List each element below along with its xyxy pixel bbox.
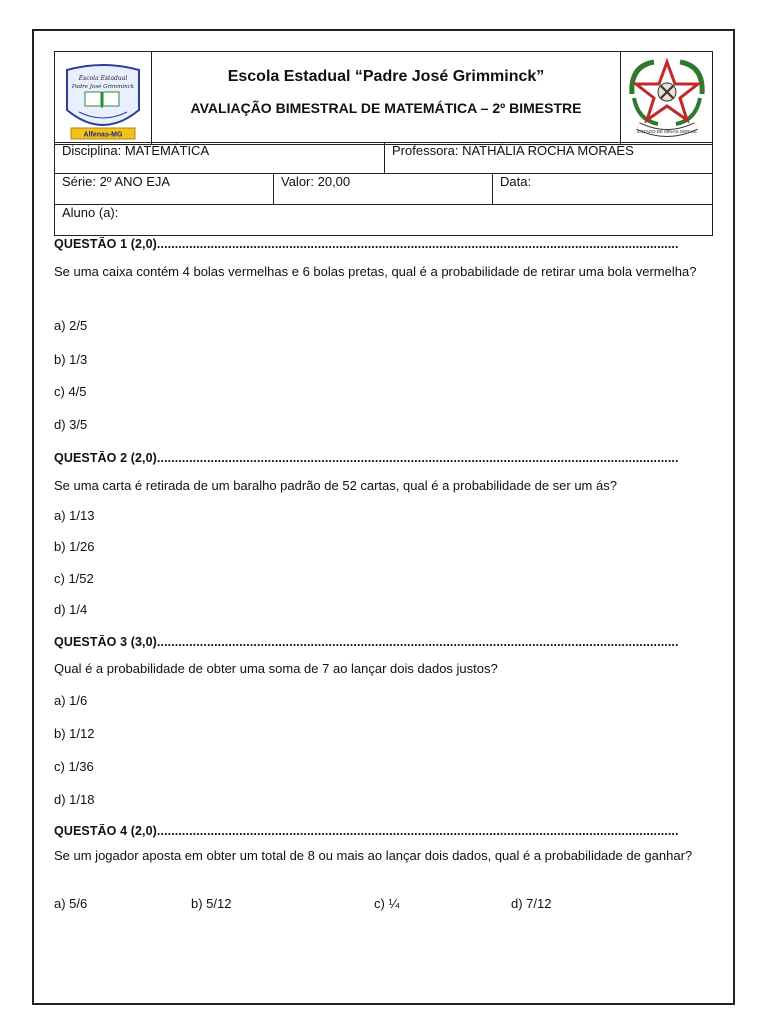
svg-text:Alfenas-MG: Alfenas-MG	[83, 131, 123, 139]
question-2-heading: QUESTÃO 2 (2,0)..................................................................................................................................................	[54, 451, 679, 465]
data-cell[interactable]	[493, 174, 713, 205]
exam-title: AVALIAÇÃO BIMESTRAL DE MATEMÁTICA – 2º BIMESTRE	[190, 100, 582, 116]
data-label: Data:	[500, 174, 532, 189]
question-1-text: Se uma caixa contém 4 bolas vermelhas e 6 bolas pretas, qual é a probabilidade de retirar uma bola vermelha?	[54, 264, 697, 279]
question-2-option-d[interactable]: d) 1/4	[54, 602, 88, 617]
question-1-option-a[interactable]: a) 2/5	[54, 318, 88, 333]
question-2-text: Se uma carta é retirada de um baralho padrão de 52 cartas, qual é a probabilidade de ser um ás?	[54, 478, 617, 493]
info-row-3	[54, 204, 713, 236]
question-2-option-b[interactable]: b) 1/26	[54, 539, 95, 554]
header-table	[54, 51, 713, 145]
question-4-option-a[interactable]: a) 5/6	[54, 896, 88, 911]
question-1-option-c[interactable]: c) 4/5	[54, 384, 87, 399]
question-1-heading: QUESTÃO 1 (2,0)..................................................................................................................................................	[54, 237, 679, 251]
question-2-option-a[interactable]: a) 1/13	[54, 508, 95, 523]
serie-cell	[55, 174, 274, 205]
question-4-option-c[interactable]: c) ¼	[374, 896, 400, 911]
question-3-option-c[interactable]: c) 1/36	[54, 759, 94, 774]
state-crest	[624, 54, 710, 140]
disciplina-label: Disciplina: MATEMÁTICA	[62, 143, 210, 158]
question-3-option-a[interactable]: a) 1/6	[54, 693, 88, 708]
title-cell	[152, 52, 621, 145]
serie-label: Série: 2º ANO EJA	[62, 174, 171, 189]
school-name: Escola Estadual “Padre José Grimminck”	[227, 68, 545, 85]
question-1-option-b[interactable]: b) 1/3	[54, 352, 88, 367]
professora-label: Professora: NATHÁLIA ROCHA MORAES	[392, 143, 634, 158]
question-4-heading: QUESTÃO 4 (2,0)..................................................................................................................................................	[54, 824, 679, 838]
info-row-1	[54, 142, 713, 174]
school-logo-cell	[55, 52, 152, 145]
svg-text:Escola Estadual: Escola Estadual	[78, 75, 128, 82]
question-4-text: Se um jogador aposta em obter um total de 8 ou mais ao lançar dois dados, qual é a probabilidade de ganhar?	[54, 848, 693, 863]
valor-cell	[274, 174, 493, 205]
state-crest-cell	[621, 52, 713, 145]
valor-label: Valor: 20,00	[281, 174, 351, 189]
svg-text:ESTADO DE MINAS GERAIS: ESTADO DE MINAS GERAIS	[637, 129, 697, 134]
question-1-option-d[interactable]: d) 3/5	[54, 417, 88, 432]
question-4-option-d[interactable]: d) 7/12	[511, 896, 552, 911]
question-3-option-b[interactable]: b) 1/12	[54, 726, 95, 741]
question-3-option-d[interactable]: d) 1/18	[54, 792, 95, 807]
aluno-cell[interactable]	[55, 205, 713, 236]
professora-cell	[385, 143, 713, 174]
school-logo	[61, 62, 145, 142]
question-2-option-c[interactable]: c) 1/52	[54, 571, 94, 586]
question-3-text: Qual é a probabilidade de obter uma soma de 7 ao lançar dois dados justos?	[54, 661, 498, 676]
question-3-heading: QUESTÃO 3 (3,0)..................................................................................................................................................	[54, 635, 679, 649]
svg-text:Padre José Grimminck: Padre José Grimminck	[71, 84, 135, 90]
question-4-option-b[interactable]: b) 5/12	[191, 896, 232, 911]
aluno-label: Aluno (a):	[62, 205, 119, 220]
info-row-2	[54, 173, 713, 205]
disciplina-cell	[55, 143, 385, 174]
